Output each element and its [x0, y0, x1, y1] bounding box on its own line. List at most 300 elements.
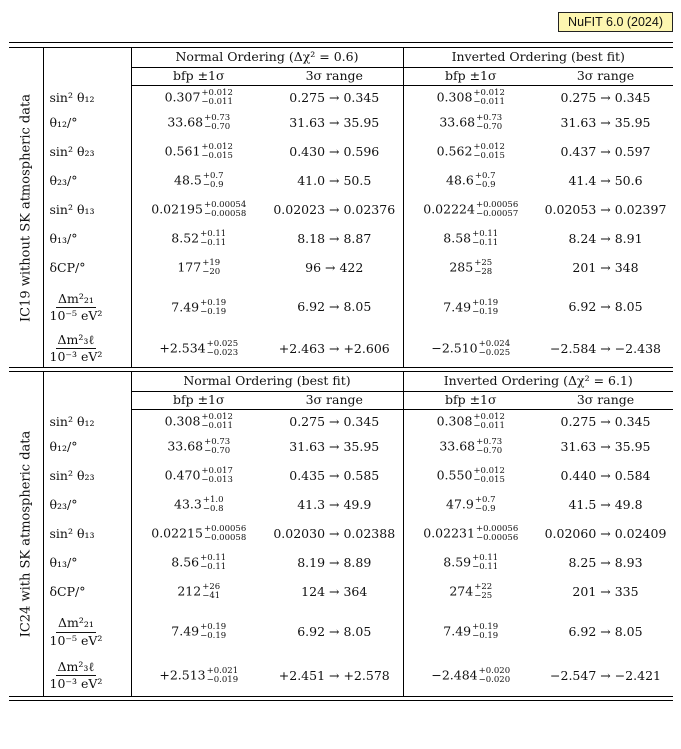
lower-uncertainty: −0.019 [206, 674, 239, 685]
uncertainty [203, 496, 224, 514]
inverted-range-cell: 0.275 → 0.345 [560, 414, 651, 429]
parameter-symbol: sin² θ₁₂ [49, 413, 95, 429]
lower-uncertainty: −0.11 [200, 562, 227, 572]
inverted-bfp-cell [403, 194, 538, 227]
inverted-range-cell: −2.547 → −2.421 [550, 667, 661, 683]
inverted-range-cell: 8.25 → 8.93 [568, 554, 643, 570]
parameter-column-header [43, 48, 131, 68]
fraction-denominator: 10⁻⁵ eV² [49, 308, 103, 323]
uncertainty [204, 114, 230, 132]
parameter-name [43, 518, 131, 551]
normal-bfp-cell [131, 435, 266, 460]
parameter-row [9, 576, 673, 609]
normal-bfp-cell [131, 227, 266, 252]
normal-bfp-cell [131, 136, 266, 169]
bfp-value: +2.534 [159, 340, 206, 356]
inverted-range-cell: −2.584 → −2.438 [550, 340, 661, 356]
lower-uncertainty: −25 [474, 591, 493, 601]
lower-uncertainty: −0.025 [478, 347, 511, 358]
uncertainty [475, 496, 496, 514]
bfp-column-header: bfp ±1σ [131, 392, 266, 410]
parameter-name [43, 493, 131, 518]
bfp-value: 0.470 [164, 467, 201, 483]
bfp-value: 0.561 [164, 143, 201, 159]
column-header-row [9, 392, 673, 410]
parameter-symbol: θ₁₃/° [49, 230, 78, 246]
parameter-symbol: θ₂₃/° [49, 172, 78, 188]
lower-uncertainty: −0.00058 [203, 209, 247, 219]
uncertainty [476, 201, 518, 219]
lower-uncertainty: −0.00056 [475, 533, 519, 543]
upper-uncertainty: +0.73 [204, 437, 231, 447]
lower-uncertainty: −0.11 [200, 238, 227, 248]
uncertainty [474, 259, 492, 277]
parameter-row [9, 551, 673, 576]
uncertainty [204, 438, 230, 456]
bfp-value: 0.308 [436, 89, 473, 105]
inverted-bfp-cell [403, 252, 538, 285]
fraction-numerator: Δm²₃ℓ [56, 661, 97, 677]
upper-uncertainty: +0.19 [200, 622, 227, 632]
parameter-symbol: sin² θ₁₂ [49, 89, 95, 105]
parameter-row [9, 252, 673, 285]
upper-uncertainty: +0.012 [201, 88, 233, 99]
upper-uncertainty: +0.024 [478, 338, 511, 349]
bfp-value: 7.49 [171, 623, 200, 639]
inverted-range-cell: 31.63 → 35.95 [560, 438, 651, 454]
parameter-symbol: δCP/° [49, 259, 86, 275]
lower-uncertainty: −20 [202, 267, 221, 277]
normal-bfp-cell [131, 331, 266, 368]
lower-uncertainty: −0.00058 [203, 533, 247, 543]
inverted-range-cell: 0.440 → 0.584 [560, 467, 651, 483]
uncertainty [476, 114, 502, 132]
inverted-bfp-cell [403, 86, 538, 111]
lower-uncertainty: −0.11 [472, 562, 499, 572]
parameter-column-header [43, 372, 131, 392]
upper-uncertainty: +0.73 [476, 113, 503, 123]
upper-uncertainty: +0.11 [200, 553, 227, 563]
lower-uncertainty: −0.70 [204, 446, 231, 456]
normal-range-cell: 0.430 → 0.596 [266, 136, 403, 169]
parameter-name [43, 435, 131, 460]
bfp-value: 0.308 [436, 413, 473, 429]
upper-uncertainty: +0.00056 [203, 524, 247, 534]
lower-uncertainty: −0.9 [474, 504, 496, 514]
range-column-header: 3σ range [538, 392, 673, 410]
upper-uncertainty: +0.012 [473, 88, 505, 99]
normal-ordering-header: Normal Ordering (best fit) [131, 372, 403, 392]
ordering-header-row [9, 48, 673, 68]
uncertainty [472, 230, 498, 248]
inverted-bfp-cell [403, 460, 538, 493]
inverted-range-cell: 41.5 → 49.8 [568, 496, 643, 512]
inverted-range-cell: 8.24 → 8.91 [568, 230, 643, 246]
uncertainty [473, 413, 504, 431]
range-column-header: 3σ range [266, 392, 403, 410]
bfp-value: 48.5 [174, 172, 202, 188]
parameter-symbol: sin² θ₂₃ [49, 467, 95, 483]
parameter-symbol: θ₁₂/° [49, 114, 78, 130]
uncertainty [479, 667, 510, 685]
normal-range-cell: 96 → 422 [266, 252, 403, 285]
upper-uncertainty: +0.00054 [203, 200, 247, 210]
fraction-numerator: Δm²₂₁ [56, 293, 96, 309]
nufit-version-badge: NuFIT 6.0 (2024) [558, 12, 673, 32]
upper-uncertainty: +0.00056 [475, 524, 519, 534]
parameter-symbol: sin² θ₂₃ [49, 143, 95, 159]
upper-uncertainty: +0.19 [472, 297, 499, 308]
inverted-bfp-cell [403, 410, 538, 435]
parameter-row [9, 331, 673, 368]
lower-uncertainty: −0.011 [201, 97, 233, 108]
lower-uncertainty: −0.011 [201, 421, 233, 432]
upper-uncertainty: +0.012 [473, 466, 505, 476]
lower-uncertainty: −0.011 [473, 97, 505, 108]
lower-uncertainty: −0.9 [202, 180, 224, 190]
inverted-bfp-cell [403, 136, 538, 169]
lower-uncertainty: −0.19 [200, 306, 227, 317]
upper-uncertainty: +0.11 [200, 229, 227, 239]
uncertainty [204, 201, 246, 219]
lower-uncertainty: −0.70 [476, 446, 503, 456]
uncertainty [474, 583, 492, 601]
bfp-value: 0.02224 [423, 201, 475, 217]
fraction-numerator: Δm²₂₁ [56, 617, 96, 633]
parameter-fraction [49, 658, 103, 692]
lower-uncertainty: −0.9 [474, 180, 496, 190]
bfp-value: −2.510 [431, 340, 478, 356]
parameter-row [9, 493, 673, 518]
inverted-bfp-cell [403, 493, 538, 518]
upper-uncertainty: +22 [474, 582, 493, 592]
parameter-name [43, 576, 131, 609]
bfp-value: 285 [449, 259, 474, 275]
uncertainty [200, 554, 226, 572]
bfp-value: 8.58 [443, 230, 472, 246]
lower-uncertainty: −0.023 [206, 347, 239, 358]
parameter-row [9, 609, 673, 656]
uncertainty [473, 89, 504, 107]
parameter-row [9, 285, 673, 331]
upper-uncertainty: +0.19 [200, 297, 227, 308]
parameter-name [43, 136, 131, 169]
lower-uncertainty: −0.70 [204, 122, 231, 132]
lower-uncertainty: −28 [474, 267, 493, 277]
lower-uncertainty: −0.00057 [475, 209, 519, 219]
dataset-side-label [9, 48, 43, 368]
normal-ordering-header: Normal Ordering (Δχ² = 0.6) [131, 48, 403, 68]
bfp-value: 7.49 [443, 623, 472, 639]
lower-uncertainty: −0.11 [472, 238, 499, 248]
parameter-symbol: θ₁₃/° [49, 554, 78, 570]
parameter-name [43, 656, 131, 697]
upper-uncertainty: +25 [474, 258, 493, 268]
parameter-name [43, 227, 131, 252]
lower-uncertainty: −41 [202, 591, 221, 601]
inverted-range-cell: 0.275 → 0.345 [560, 90, 651, 105]
normal-bfp-cell [131, 111, 266, 136]
bfp-value: −2.484 [431, 667, 478, 683]
uncertainty [203, 172, 224, 190]
normal-range-cell: 31.63 → 35.95 [266, 111, 403, 136]
parameter-name [43, 86, 131, 111]
uncertainty [476, 525, 518, 543]
lower-uncertainty: −0.020 [478, 674, 511, 685]
normal-range-cell: +2.451 → +2.578 [266, 656, 403, 697]
oscillation-parameters-table [9, 42, 673, 701]
parameter-symbol: θ₂₃/° [49, 496, 78, 512]
inverted-range-cell: 201 → 348 [572, 259, 639, 275]
normal-bfp-cell [131, 493, 266, 518]
normal-range-cell: 0.275 → 0.345 [266, 86, 403, 111]
bfp-column-header: bfp ±1σ [403, 392, 538, 410]
inverted-range-cell: 0.02060 → 0.02409 [544, 525, 667, 541]
parameter-fraction [50, 617, 103, 647]
bfp-value: 0.307 [164, 89, 201, 105]
inverted-bfp-cell [403, 285, 538, 331]
uncertainty [200, 230, 226, 248]
parameter-name [43, 252, 131, 285]
fraction-numerator: Δm²₃ℓ [56, 334, 97, 350]
normal-bfp-cell [131, 518, 266, 551]
upper-uncertainty: +0.012 [201, 412, 233, 423]
upper-uncertainty: +0.7 [474, 495, 496, 505]
parameter-row [9, 169, 673, 194]
normal-bfp-cell [131, 86, 266, 111]
uncertainty [201, 143, 232, 161]
parameter-symbol: sin² θ₁₃ [49, 525, 95, 541]
bfp-value: 7.49 [171, 299, 200, 314]
upper-uncertainty: +0.012 [201, 142, 233, 152]
parameter-name [43, 331, 131, 368]
inverted-range-cell: 41.4 → 50.6 [568, 172, 643, 188]
parameter-name [43, 194, 131, 227]
ordering-header-row [9, 372, 673, 392]
upper-uncertainty: +0.19 [472, 622, 499, 632]
inverted-range-cell: 6.92 → 8.05 [568, 623, 643, 639]
parameter-name [43, 460, 131, 493]
bfp-value: 48.6 [446, 172, 474, 188]
inverted-range-cell: 0.437 → 0.597 [560, 143, 651, 159]
lower-uncertainty: −0.19 [472, 631, 499, 641]
upper-uncertainty: +0.025 [206, 338, 239, 349]
normal-bfp-cell [131, 576, 266, 609]
normal-range-cell: 0.02030 → 0.02388 [266, 518, 403, 551]
parameter-name [43, 285, 131, 331]
normal-range-cell: 41.3 → 49.9 [266, 493, 403, 518]
dataset-label-text: IC19 without SK atmospheric data [18, 93, 34, 322]
normal-bfp-cell [131, 551, 266, 576]
normal-bfp-cell [131, 609, 266, 656]
bfp-value: 33.68 [167, 438, 204, 454]
bfp-value: 43.3 [174, 496, 202, 512]
uncertainty [207, 340, 238, 358]
parameter-symbol: sin² θ₁₃ [49, 201, 95, 217]
inverted-bfp-cell [403, 576, 538, 609]
parameter-row [9, 435, 673, 460]
normal-range-cell: +2.463 → +2.606 [266, 331, 403, 368]
uncertainty [200, 623, 226, 641]
upper-uncertainty: +19 [202, 258, 221, 268]
normal-range-cell: 8.18 → 8.87 [266, 227, 403, 252]
upper-uncertainty: +0.11 [472, 553, 499, 563]
bfp-value: 0.308 [164, 413, 201, 429]
lower-uncertainty: −0.8 [202, 504, 224, 514]
parameter-row [9, 460, 673, 493]
normal-range-cell: 0.275 → 0.345 [266, 410, 403, 435]
upper-uncertainty: +0.73 [204, 113, 231, 123]
inverted-bfp-cell [403, 331, 538, 368]
upper-uncertainty: +1.0 [202, 495, 224, 505]
uncertainty [473, 143, 504, 161]
upper-uncertainty: +0.73 [476, 437, 503, 447]
inverted-bfp-cell [403, 169, 538, 194]
normal-bfp-cell [131, 169, 266, 194]
bfp-value: 274 [449, 583, 474, 599]
inverted-bfp-cell [403, 227, 538, 252]
upper-uncertainty: +0.11 [472, 229, 499, 239]
upper-uncertainty: +0.00056 [475, 200, 519, 210]
parameter-row [9, 518, 673, 551]
parameter-row [9, 194, 673, 227]
bfp-value: 8.59 [443, 554, 472, 570]
uncertainty [201, 89, 232, 107]
normal-range-cell: 0.02023 → 0.02376 [266, 194, 403, 227]
fraction-denominator: 10⁻³ eV² [49, 676, 103, 692]
lower-uncertainty: −0.70 [476, 122, 503, 132]
uncertainty [202, 259, 220, 277]
uncertainty [200, 299, 226, 317]
upper-uncertainty: +0.020 [478, 665, 511, 676]
parameter-row [9, 656, 673, 697]
normal-range-cell: 0.435 → 0.585 [266, 460, 403, 493]
normal-range-cell: 124 → 364 [266, 576, 403, 609]
upper-uncertainty: +0.012 [473, 142, 505, 152]
inverted-bfp-cell [403, 551, 538, 576]
inverted-range-cell: 31.63 → 35.95 [560, 114, 651, 130]
bfp-value: 47.9 [446, 496, 474, 512]
parameter-fraction [49, 290, 103, 323]
bfp-value: 212 [177, 583, 202, 599]
uncertainty [472, 623, 498, 641]
bfp-value: 0.02195 [151, 201, 203, 217]
uncertainty [479, 340, 510, 358]
upper-uncertainty: +26 [202, 582, 221, 592]
parameter-name [43, 551, 131, 576]
uncertainty [201, 467, 232, 485]
parameter-name [43, 111, 131, 136]
bfp-value: 7.49 [443, 299, 472, 314]
fraction-denominator: 10⁻³ eV² [49, 349, 103, 365]
parameter-symbol: θ₁₂/° [49, 438, 78, 454]
bfp-value: 33.68 [167, 114, 204, 130]
parameter-name [43, 169, 131, 194]
normal-range-cell: 8.19 → 8.89 [266, 551, 403, 576]
bfp-value: 0.02215 [151, 525, 203, 541]
upper-uncertainty: +0.021 [206, 665, 239, 676]
lower-uncertainty: −0.015 [473, 151, 505, 161]
inverted-ordering-header: Inverted Ordering (best fit) [403, 48, 673, 68]
parameter-row [9, 227, 673, 252]
uncertainty [472, 554, 498, 572]
parameter-row [9, 136, 673, 169]
fraction-denominator: 10⁻⁵ eV² [49, 632, 103, 648]
parameter-name [43, 609, 131, 656]
lower-uncertainty: −0.013 [201, 475, 233, 485]
inverted-ordering-header: Inverted Ordering (Δχ² = 6.1) [403, 372, 673, 392]
column-header-row [9, 68, 673, 86]
parameter-symbol: δCP/° [49, 583, 86, 599]
bfp-value: +2.513 [159, 667, 206, 683]
bfp-value: 0.550 [436, 467, 473, 483]
bfp-value: 177 [177, 259, 202, 275]
normal-bfp-cell [131, 285, 266, 331]
normal-bfp-cell [131, 410, 266, 435]
dataset-label-text: IC24 with SK atmospheric data [18, 430, 34, 638]
bfp-value: 0.562 [436, 143, 473, 159]
lower-uncertainty: −0.19 [200, 631, 227, 641]
normal-range-cell: 41.0 → 50.5 [266, 169, 403, 194]
inverted-bfp-cell [403, 609, 538, 656]
parameter-fraction [49, 331, 103, 365]
bfp-value: 8.52 [171, 230, 200, 246]
uncertainty [475, 172, 496, 190]
parameter-column-header [43, 68, 131, 86]
normal-range-cell: 31.63 → 35.95 [266, 435, 403, 460]
lower-uncertainty: −0.011 [473, 421, 505, 432]
upper-uncertainty: +0.7 [202, 171, 224, 181]
bfp-value: 0.02231 [423, 525, 475, 541]
normal-bfp-cell [131, 252, 266, 285]
dataset-side-label [9, 372, 43, 697]
parameter-name [43, 410, 131, 435]
normal-range-cell: 6.92 → 8.05 [266, 285, 403, 331]
uncertainty [472, 299, 498, 317]
normal-bfp-cell [131, 656, 266, 697]
bfp-column-header: bfp ±1σ [131, 68, 266, 86]
inverted-bfp-cell [403, 518, 538, 551]
range-column-header: 3σ range [266, 68, 403, 86]
parameter-row [9, 111, 673, 136]
inverted-range-cell: 201 → 335 [572, 583, 639, 599]
normal-range-cell: 6.92 → 8.05 [266, 609, 403, 656]
lower-uncertainty: −0.19 [472, 306, 499, 317]
uncertainty [473, 467, 504, 485]
lower-uncertainty: −0.015 [201, 151, 233, 161]
inverted-range-cell: 6.92 → 8.05 [568, 299, 643, 315]
upper-uncertainty: +0.7 [474, 171, 496, 181]
parameter-column-header [43, 392, 131, 410]
uncertainty [201, 413, 232, 431]
lower-uncertainty: −0.015 [473, 475, 505, 485]
bfp-value: 33.68 [439, 114, 476, 130]
upper-uncertainty: +0.012 [473, 412, 505, 423]
inverted-bfp-cell [403, 656, 538, 697]
uncertainty [202, 583, 220, 601]
inverted-range-cell: 0.02053 → 0.02397 [544, 201, 667, 217]
bottom-rule [9, 697, 673, 701]
upper-uncertainty: +0.017 [201, 466, 233, 476]
normal-bfp-cell [131, 194, 266, 227]
parameter-row [9, 86, 673, 111]
inverted-bfp-cell [403, 111, 538, 136]
normal-bfp-cell [131, 460, 266, 493]
bfp-value: 33.68 [439, 438, 476, 454]
inverted-bfp-cell [403, 435, 538, 460]
parameter-row [9, 410, 673, 435]
uncertainty [204, 525, 246, 543]
